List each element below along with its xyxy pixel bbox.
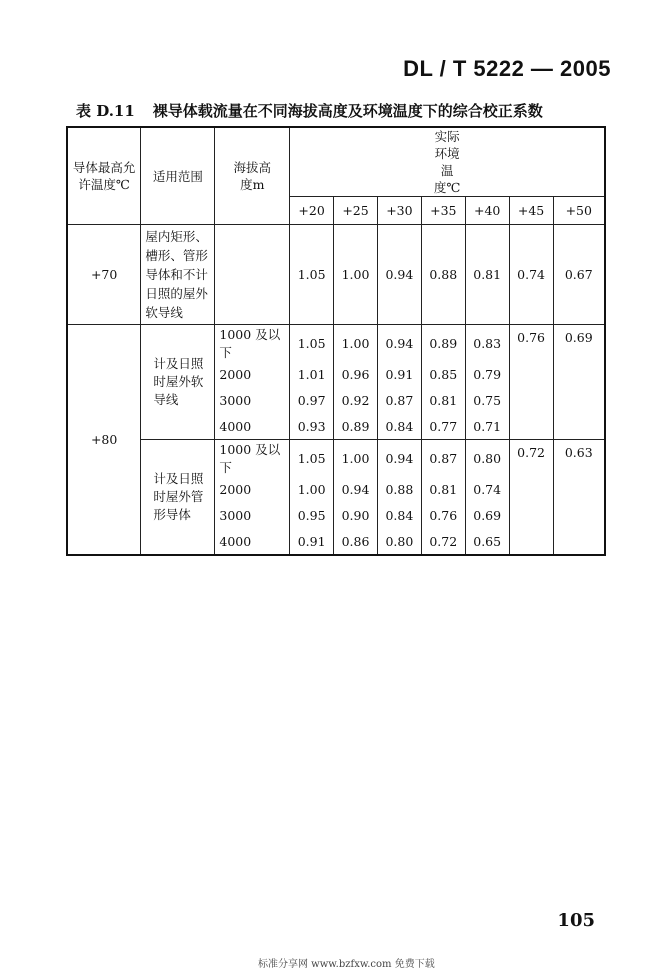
value-cell: 0.81 bbox=[421, 476, 465, 502]
table-number: 表 D.11 bbox=[76, 102, 135, 120]
value-cell: 0.97 bbox=[290, 387, 334, 413]
table-row bbox=[67, 325, 605, 362]
scope-cell: 计及日照时屋外管形导体 bbox=[141, 440, 215, 556]
table-row bbox=[67, 225, 605, 325]
altitude-cell bbox=[215, 225, 290, 325]
value-cell: 0.94 bbox=[377, 225, 421, 325]
value-cell: 0.77 bbox=[421, 413, 465, 440]
value-cell: 1.01 bbox=[290, 361, 334, 387]
value-cell: 0.94 bbox=[377, 440, 421, 477]
table-row bbox=[67, 440, 605, 477]
header-scope: 适用范围 bbox=[141, 127, 215, 225]
value-cell: 0.95 bbox=[290, 502, 334, 528]
header-temp-35: +35 bbox=[421, 197, 465, 225]
value-cell: 0.80 bbox=[465, 440, 509, 477]
header-temp-45: +45 bbox=[509, 197, 553, 225]
value-cell: 0.72 bbox=[509, 440, 553, 556]
value-cell: 0.63 bbox=[553, 440, 605, 556]
altitude-cell: 4000 bbox=[215, 413, 290, 440]
value-cell: 0.84 bbox=[377, 502, 421, 528]
value-cell: 0.75 bbox=[465, 387, 509, 413]
altitude-cell: 1000 及以下 bbox=[215, 440, 290, 477]
value-cell: 0.86 bbox=[334, 528, 378, 555]
value-cell: 0.96 bbox=[334, 361, 378, 387]
value-cell: 0.88 bbox=[377, 476, 421, 502]
value-cell: 1.00 bbox=[334, 325, 378, 362]
value-cell: 0.79 bbox=[465, 361, 509, 387]
altitude-cell: 3000 bbox=[215, 387, 290, 413]
table-title bbox=[76, 100, 543, 121]
header-temp-20: +20 bbox=[290, 197, 334, 225]
value-cell: 0.65 bbox=[465, 528, 509, 555]
value-cell: 0.92 bbox=[334, 387, 378, 413]
value-cell: 0.76 bbox=[421, 502, 465, 528]
correction-factor-table bbox=[66, 126, 606, 556]
value-cell: 1.00 bbox=[334, 225, 378, 325]
scope-cell: 屋内矩形、槽形、管形导体和不计日照的屋外软导线 bbox=[141, 225, 215, 325]
value-cell: 0.91 bbox=[377, 361, 421, 387]
altitude-cell: 2000 bbox=[215, 476, 290, 502]
value-cell: 0.80 bbox=[377, 528, 421, 555]
header-ambient-temp: 实际环境温度℃ bbox=[290, 127, 605, 197]
value-cell: 0.85 bbox=[421, 361, 465, 387]
value-cell: 1.00 bbox=[290, 476, 334, 502]
value-cell: 1.05 bbox=[290, 225, 334, 325]
max-temp-cell: +80 bbox=[67, 325, 141, 556]
value-cell: 0.83 bbox=[465, 325, 509, 362]
scope-cell: 计及日照时屋外软导线 bbox=[141, 325, 215, 440]
table-caption: 裸导体载流量在不同海拔高度及环境温度下的综合校正系数 bbox=[152, 102, 543, 120]
header-max-temp: 导体最高允许温度℃ bbox=[67, 127, 141, 225]
header-temp-40: +40 bbox=[465, 197, 509, 225]
standard-code: DL / T 5222 — 2005 bbox=[403, 56, 611, 81]
value-cell: 0.93 bbox=[290, 413, 334, 440]
value-cell: 0.74 bbox=[465, 476, 509, 502]
value-cell: 0.76 bbox=[509, 325, 553, 440]
value-cell: 0.90 bbox=[334, 502, 378, 528]
header-temp-25: +25 bbox=[334, 197, 378, 225]
value-cell: 0.88 bbox=[421, 225, 465, 325]
value-cell: 0.87 bbox=[421, 440, 465, 477]
value-cell: 0.67 bbox=[553, 225, 605, 325]
header-temp-50: +50 bbox=[553, 197, 605, 225]
altitude-cell: 1000 及以下 bbox=[215, 325, 290, 362]
page-number: 105 bbox=[557, 910, 595, 931]
footer-watermark: 标准分享网 www.bzfxw.com 免费下载 bbox=[258, 959, 435, 970]
value-cell: 0.89 bbox=[334, 413, 378, 440]
value-cell: 0.94 bbox=[377, 325, 421, 362]
value-cell: 0.91 bbox=[290, 528, 334, 555]
value-cell: 0.69 bbox=[465, 502, 509, 528]
value-cell: 0.87 bbox=[377, 387, 421, 413]
value-cell: 0.71 bbox=[465, 413, 509, 440]
value-cell: 1.05 bbox=[290, 440, 334, 477]
value-cell: 0.74 bbox=[509, 225, 553, 325]
value-cell: 1.05 bbox=[290, 325, 334, 362]
header-altitude: 海拔高度m bbox=[215, 127, 290, 225]
altitude-cell: 4000 bbox=[215, 528, 290, 555]
value-cell: 1.00 bbox=[334, 440, 378, 477]
value-cell: 0.81 bbox=[421, 387, 465, 413]
max-temp-cell: +70 bbox=[67, 225, 141, 325]
value-cell: 0.89 bbox=[421, 325, 465, 362]
value-cell: 0.94 bbox=[334, 476, 378, 502]
altitude-cell: 3000 bbox=[215, 502, 290, 528]
value-cell: 0.84 bbox=[377, 413, 421, 440]
value-cell: 0.81 bbox=[465, 225, 509, 325]
value-cell: 0.69 bbox=[553, 325, 605, 440]
header-temp-30: +30 bbox=[377, 197, 421, 225]
altitude-cell: 2000 bbox=[215, 361, 290, 387]
value-cell: 0.72 bbox=[421, 528, 465, 555]
